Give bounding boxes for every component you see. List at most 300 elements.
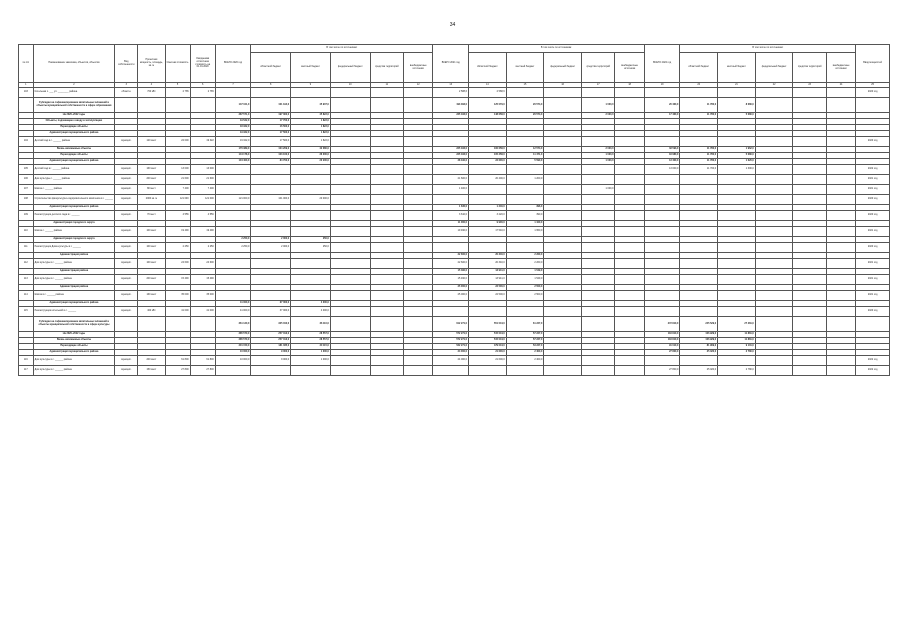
table-cell: Школа в с. ______ района (33, 291, 115, 301)
table-row (19, 307, 890, 317)
table-cell: 2020 год (856, 211, 890, 221)
table-cell: 17 540,0 (468, 227, 506, 237)
table-cell (404, 185, 433, 195)
table-cell: 7 400 (190, 185, 215, 195)
table-cell (544, 243, 582, 253)
table-cell: 13 400,0 (644, 159, 680, 165)
table-cell: 2000 кв. м (138, 195, 165, 205)
table-cell: муницип. (115, 356, 138, 366)
table-cell: 257 013,0 (251, 332, 291, 338)
table-cell (291, 291, 331, 301)
table-row (19, 211, 890, 221)
table-cell (291, 165, 331, 175)
table-cell: 107 (19, 185, 34, 195)
table-cell (793, 243, 826, 253)
table-cell: 27 800,0 (644, 366, 680, 376)
table-cell: 2 000,0 (251, 243, 291, 253)
table-cell: 11 780,0 (680, 153, 718, 159)
table-cell (433, 366, 469, 376)
table-cell (291, 175, 331, 185)
table-cell (19, 98, 34, 113)
table-cell: 100 мест (138, 259, 165, 269)
table-cell: 160 мест (138, 165, 165, 175)
table-cell: 21 600,0 (468, 356, 506, 366)
table-cell (644, 291, 680, 301)
table-cell (718, 88, 756, 98)
table-cell: 117 (19, 366, 34, 376)
table-cell (370, 195, 403, 205)
table-cell (544, 211, 582, 221)
table-cell (404, 211, 433, 221)
col-number: 24 (826, 83, 855, 88)
table-cell: 11 780,0 (680, 159, 718, 165)
table-cell (755, 227, 793, 237)
table-cell: 19 322 (190, 137, 215, 147)
table-cell: 2020 год (856, 243, 890, 253)
table-cell: 2 250,0 (215, 243, 251, 253)
table-row (19, 185, 890, 195)
table-cell (826, 98, 855, 113)
table-cell: 17 460,0 (644, 113, 680, 119)
table-cell: Администрация муниципального района (33, 301, 115, 307)
col-number: 20 (680, 83, 718, 88)
table-cell: 42 080,0 (291, 147, 331, 153)
table-cell (506, 137, 544, 147)
table-cell (544, 137, 582, 147)
table-cell: 147 101,0 (215, 98, 251, 113)
table-cell (370, 291, 403, 301)
table-cell (826, 195, 855, 205)
table-cell (582, 195, 615, 205)
table-cell (718, 307, 756, 317)
table-cell (680, 259, 718, 269)
table-cell: 2 765 (165, 88, 190, 98)
table-cell (755, 211, 793, 221)
table-cell: Объекты, подлежащие к вводу в эксплуатацию (33, 119, 115, 125)
table-cell: 11 881,0 (718, 332, 756, 338)
group-header: В том числе по источникам: (251, 45, 433, 53)
col-header: федеральный бюджет (544, 53, 582, 83)
table-cell: 26 574,0 (506, 98, 544, 113)
table-cell (755, 317, 793, 332)
table-cell: 257 013,0 (251, 338, 291, 344)
table-row (19, 259, 890, 269)
table-cell: 148 658,0 (468, 113, 506, 119)
table-cell: 245 529,0 (680, 317, 718, 332)
table-cell: 2 250 (190, 243, 215, 253)
col-header: средства территорий (793, 53, 826, 83)
table-row (19, 356, 890, 366)
table-cell (615, 88, 644, 98)
table-cell (433, 165, 469, 175)
table-cell (644, 307, 680, 317)
table-cell (718, 175, 756, 185)
table-cell (615, 98, 644, 113)
table-cell: 106 929,0 (680, 332, 718, 338)
table-cell (330, 211, 370, 221)
table-cell (826, 356, 855, 366)
table-cell: 2021 год (856, 175, 890, 185)
table-cell (115, 317, 138, 332)
table-cell: 1 000,0 (291, 350, 331, 356)
table-cell: 104 (19, 137, 34, 147)
table-row (19, 243, 890, 253)
table-cell (826, 165, 855, 175)
table-cell (404, 98, 433, 113)
table-cell: 15 490 (165, 275, 190, 285)
table-cell: 390,0 (506, 211, 544, 221)
table-cell: Котельная с. ___ ул. ________ района (33, 88, 115, 98)
col-header: средства территорий (582, 53, 615, 83)
table-cell: 101 194,0 (251, 98, 291, 113)
table-cell (370, 227, 403, 237)
table-cell (251, 227, 291, 237)
table-cell (680, 227, 718, 237)
table-cell (370, 307, 403, 317)
table-cell: 19 490 (190, 227, 215, 237)
table-cell: 61 800 (165, 356, 190, 366)
table-cell: 1 000,0 (582, 98, 615, 113)
table-cell: 57 227,0 (506, 332, 544, 338)
table-cell (404, 137, 433, 147)
col-header: Вид собственности (115, 45, 138, 83)
table-cell: 1 200,0 (506, 175, 544, 185)
table-row (19, 88, 890, 98)
table-cell (615, 307, 644, 317)
table-cell: 121 000,0 (215, 195, 251, 205)
table-cell (718, 195, 756, 205)
table-cell: 27 800 (190, 366, 215, 376)
table-cell: Администрация городского округа (33, 221, 115, 227)
table-cell (404, 165, 433, 175)
table-cell (330, 366, 370, 376)
table-cell: Субсидии на софинансирование капитальных вложений в объекты муниципальной собственности в сфере культуры (33, 317, 115, 332)
table-cell: 400 кВт (138, 307, 165, 317)
table-cell: 361 120,0 (215, 317, 251, 332)
table-cell (826, 243, 855, 253)
table-cell: 19 322,0 (215, 137, 251, 147)
table-cell (755, 195, 793, 205)
table-cell: 11 000,0 (433, 221, 469, 227)
table-cell (330, 291, 370, 301)
table-cell (644, 227, 680, 237)
table-cell: 9 101,0 (718, 344, 756, 350)
table-cell: муницип. (115, 291, 138, 301)
table-cell: 572 271,0 (433, 338, 469, 344)
table-cell (826, 366, 855, 376)
table-cell: 200 мест (138, 356, 165, 366)
col-number: 12 (404, 83, 433, 88)
table-cell: 7 400 (165, 185, 190, 195)
table-cell: 4 000,0 (291, 307, 331, 317)
table-cell: муницип. (115, 307, 138, 317)
table-cell: муницип. (115, 243, 138, 253)
table-cell: 22 500,0 (468, 285, 506, 291)
table-cell: 2021 год (856, 227, 890, 237)
table-cell: 2021 год (856, 259, 890, 269)
table-cell: 45 822,0 (291, 113, 331, 119)
table-cell (544, 165, 582, 175)
table-cell (644, 137, 680, 147)
table-cell: 15 490,0 (433, 269, 469, 275)
col-header: Наименование заказчика, объектов, объектов (33, 45, 115, 83)
table-cell: 2 588,6 (468, 88, 506, 98)
table-cell (755, 275, 793, 285)
table-body (19, 88, 890, 376)
col-header: федеральный бюджет (330, 53, 370, 83)
table-cell (251, 88, 291, 98)
table-cell: 2 260,0 (506, 259, 544, 269)
table-cell: 515 044,0 (468, 332, 506, 338)
table-cell: 35 000 (165, 291, 190, 301)
table-cell: 27 800 (165, 366, 190, 376)
table-cell (330, 356, 370, 366)
col-header: Ожидаемая остаточная стоимость на 01.01.2020 (190, 45, 215, 83)
table-cell (755, 307, 793, 317)
table-cell: 25 000,0 (433, 285, 469, 291)
table-cell (718, 259, 756, 269)
col-header: ВСЕГО 2022 год (644, 45, 680, 83)
table-cell (370, 137, 403, 147)
col-number: 5 (165, 83, 190, 88)
table-cell: 8 680,0 (718, 98, 756, 113)
table-cell: 287 571,0 (215, 113, 251, 119)
table-header (19, 45, 890, 88)
col-header: областной бюджет (680, 53, 718, 83)
table-cell: 2 000,0 (582, 113, 615, 119)
table-cell: Реконструкция котельной в с. ______ (33, 307, 115, 317)
table-cell: 20 340,0 (468, 253, 506, 259)
col-number: 18 (615, 83, 644, 88)
group-header: В том числе по источникам: (468, 45, 644, 53)
table-cell (582, 259, 615, 269)
table-cell (138, 98, 165, 113)
table-cell: муницип. (115, 275, 138, 285)
table-cell: 19 322,0 (215, 131, 251, 137)
table-cell (544, 195, 582, 205)
table-cell: 2 250 (165, 243, 190, 253)
table-cell (215, 259, 251, 269)
table-cell: 181 035,0 (251, 344, 291, 350)
table-cell: 18 322,0 (215, 125, 251, 131)
table-cell: Школа с. ______ района (33, 185, 115, 195)
table-cell: 125 079,0 (468, 98, 506, 113)
table-cell: Администрация городского округа (33, 237, 115, 243)
table-cell: 144 178,0 (215, 153, 251, 159)
table-cell: 1 000,0 (291, 356, 331, 366)
col-number: 19 (644, 83, 680, 88)
table-cell (615, 291, 644, 301)
table-cell (718, 243, 756, 253)
table-cell: 2020 год (856, 195, 890, 205)
table-cell: 2 400,0 (506, 356, 544, 366)
table-cell: 11 881,0 (718, 338, 756, 344)
table-cell: 479 044,0 (468, 344, 506, 350)
col-header: внебюджетные источники (615, 53, 644, 83)
table-cell: 33 593,0 (644, 147, 680, 153)
table-cell: 1 400,0 (433, 185, 469, 195)
table-cell (544, 356, 582, 366)
table-cell: муницип. (115, 227, 138, 237)
col-number: 14 (468, 83, 506, 88)
table-cell: 19 490,0 (433, 227, 469, 237)
table-cell (755, 243, 793, 253)
table-cell: 2 260,0 (506, 253, 544, 259)
col-number: 25 (856, 83, 890, 88)
table-cell (291, 366, 331, 376)
table-cell (582, 356, 615, 366)
table-cell: 61 800 (190, 356, 215, 366)
table-cell: 13 941,0 (468, 269, 506, 275)
table-cell: 103 (19, 88, 34, 98)
table-cell: 13 000 (190, 165, 215, 175)
table-cell (680, 88, 718, 98)
table-cell: 2 780,0 (718, 350, 756, 356)
table-cell (330, 227, 370, 237)
table-cell: 17 500,0 (251, 137, 291, 147)
table-cell (793, 165, 826, 175)
table-cell (582, 137, 615, 147)
table-cell (433, 195, 469, 205)
table-cell (793, 88, 826, 98)
table-cell (404, 356, 433, 366)
table-cell: 25 020,0 (680, 366, 718, 376)
table-cell (370, 317, 403, 332)
table-cell: 24 000,0 (433, 350, 469, 356)
table-cell: На 2020–2022 годы (33, 113, 115, 119)
table-cell (330, 185, 370, 195)
table-cell (793, 175, 826, 185)
table-cell (644, 175, 680, 185)
table-cell: 225 183,0 (433, 147, 469, 153)
table-cell (291, 275, 331, 285)
table-cell (755, 175, 793, 185)
col-header: федеральный бюджет (755, 53, 793, 83)
table-cell: 81 909,0 (680, 344, 718, 350)
table-cell (215, 88, 251, 98)
table-cell (644, 211, 680, 221)
table-cell (718, 211, 756, 221)
table-cell (190, 98, 215, 113)
col-header: местный бюджет (718, 53, 756, 83)
table-cell (433, 137, 469, 147)
table-cell (251, 175, 291, 185)
table-cell: 21 600,0 (468, 350, 506, 356)
table-cell (404, 307, 433, 317)
table-cell: 201 150,0 (215, 344, 251, 350)
table-cell: 572 271,0 (433, 332, 469, 338)
table-cell: 1 000,0 (582, 159, 615, 165)
col-header: внебюджетные источники (826, 53, 855, 83)
table-cell: 20 000,0 (291, 195, 331, 205)
table-cell: муницип. (115, 175, 138, 185)
table-cell: 26 574,0 (506, 113, 544, 119)
table-cell: 20 400,0 (468, 175, 506, 185)
table-cell: 36 000,0 (291, 153, 331, 159)
table-cell (138, 317, 165, 332)
table-cell (826, 211, 855, 221)
table-cell: 285 570,0 (215, 332, 251, 338)
table-cell: 12 574,0 (506, 147, 544, 153)
table-cell: 2 250,0 (215, 237, 251, 243)
table-cell: муницип. (115, 185, 138, 195)
table-cell: 10 000,0 (215, 350, 251, 356)
table-cell (615, 195, 644, 205)
table-cell (826, 185, 855, 195)
table-cell (718, 356, 756, 366)
table-cell: 2 500,0 (506, 291, 544, 301)
table-cell (506, 366, 544, 376)
table-cell (755, 98, 793, 113)
table-cell: Дом культуры с. ______ района (33, 175, 115, 185)
table-cell: 1 822,0 (291, 125, 331, 131)
table-cell: 11 780,0 (680, 113, 718, 119)
table-cell (291, 185, 331, 195)
table-cell: 2 780,0 (718, 366, 756, 376)
table-cell: 5 590,0 (506, 159, 544, 165)
table-cell (582, 243, 615, 253)
table-cell (544, 88, 582, 98)
table-cell: 2020 год (856, 137, 890, 147)
table-cell: 19 522,0 (215, 119, 251, 125)
table-cell (615, 366, 644, 376)
table-cell: 9 000,0 (251, 356, 291, 366)
table-cell: 1 620,0 (718, 159, 756, 165)
table-cell: 9 900,0 (468, 221, 506, 227)
table-cell: 150 мест (138, 366, 165, 376)
col-number: 13 (433, 83, 469, 88)
table-cell: 121 000 (190, 195, 215, 205)
table-cell: 24 600 (190, 259, 215, 269)
col-header: Проектная мощность, площадь, кв. м (138, 45, 165, 83)
table-cell (793, 356, 826, 366)
table-cell (582, 175, 615, 185)
table-cell: 16 500,0 (251, 125, 291, 131)
table-cell (404, 259, 433, 269)
table-cell (826, 137, 855, 147)
table-cell: Строительство физкультурно-оздоровительного комплекса в г. ______ (33, 195, 115, 205)
table-cell (826, 275, 855, 285)
table-cell (680, 185, 718, 195)
table-cell (251, 185, 291, 195)
table-cell (433, 243, 469, 253)
table-cell (826, 317, 855, 332)
table-row (19, 175, 890, 185)
table-cell: 28 190,0 (433, 159, 469, 165)
table-cell (544, 317, 582, 332)
col-header: областной бюджет (251, 53, 291, 83)
table-cell: 61 227,0 (506, 317, 544, 332)
col-number: 4 (138, 83, 165, 88)
table-cell: 1 300,0 (718, 165, 756, 175)
table-cell (468, 137, 506, 147)
table-cell (404, 291, 433, 301)
table-cell: муницип. (115, 137, 138, 147)
table-cell (251, 259, 291, 269)
table-cell (680, 291, 718, 301)
table-cell (370, 165, 403, 175)
table-cell (506, 195, 544, 205)
table-cell (582, 88, 615, 98)
table-cell (826, 307, 855, 317)
table-cell: 45 907,0 (291, 98, 331, 113)
table-cell: 35 000 (190, 291, 215, 301)
table-cell (718, 291, 756, 301)
table-cell: Детский сад в г. ______ района (33, 165, 115, 175)
table-cell: Вновь начинаемые объекты (33, 147, 115, 153)
table-cell (165, 98, 190, 113)
table-cell (680, 243, 718, 253)
